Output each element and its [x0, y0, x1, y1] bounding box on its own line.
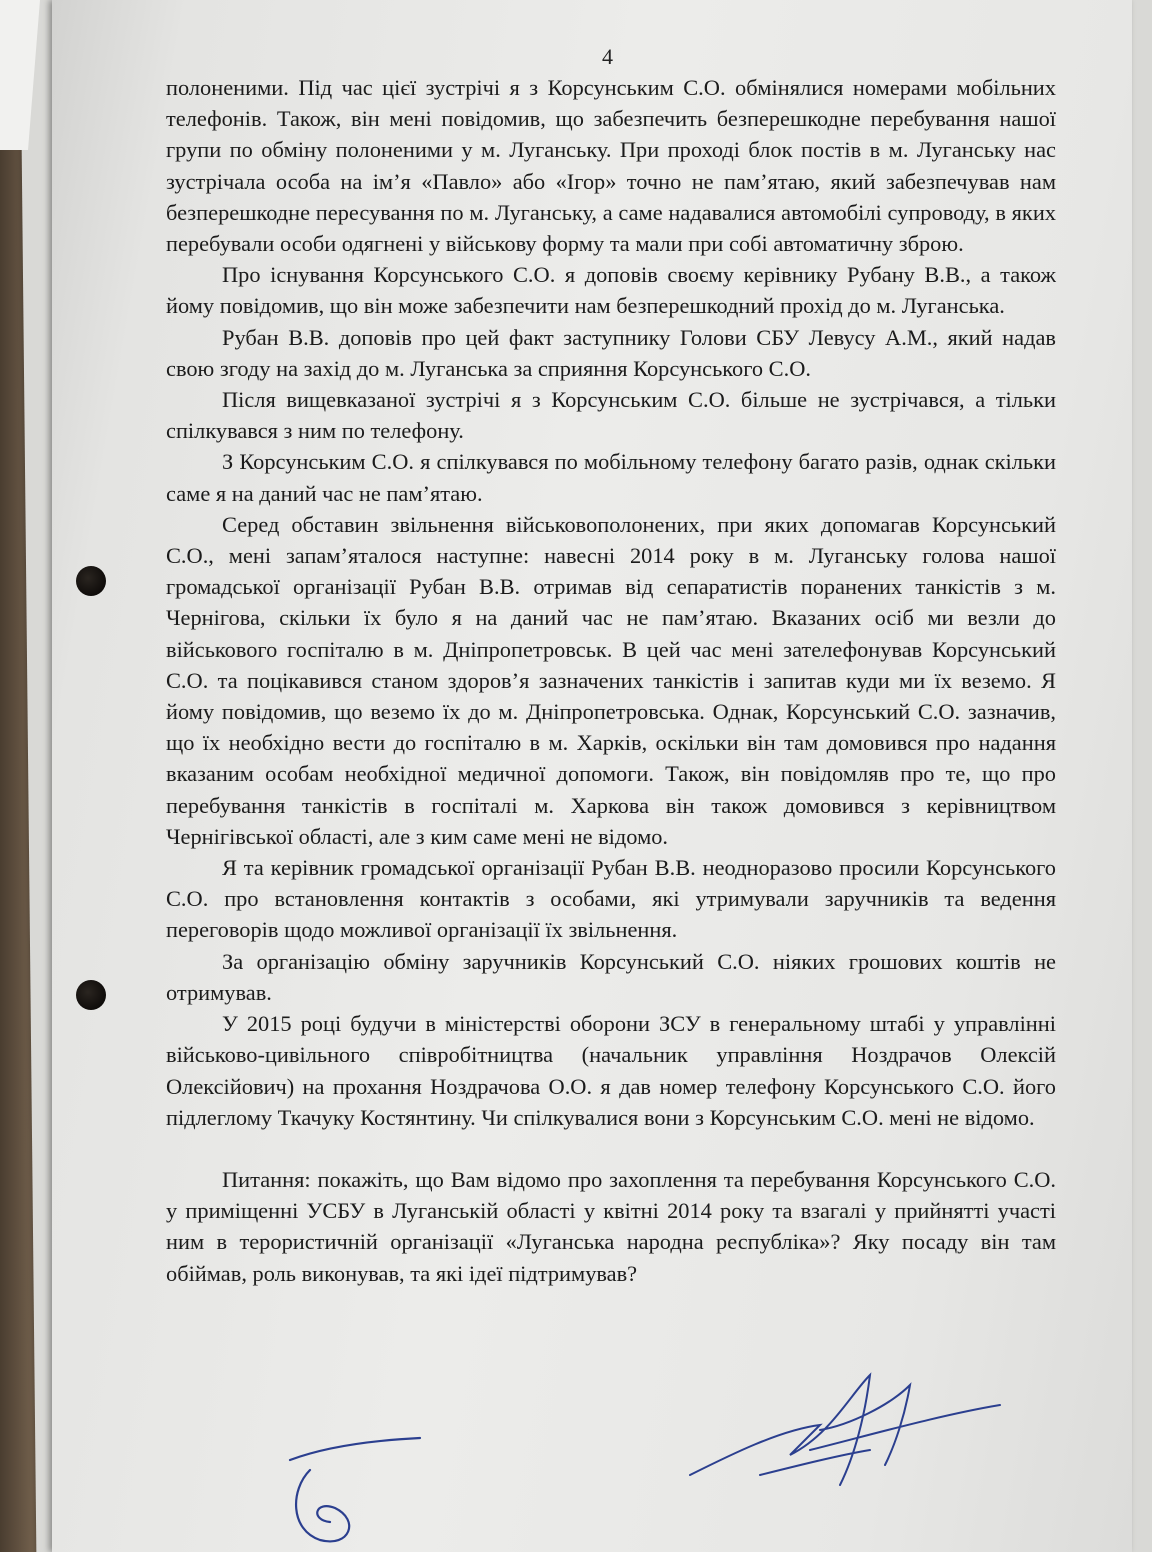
punch-hole-bottom	[76, 980, 106, 1010]
paragraph-8: За організацію обміну заручників Корсунський С.О. ніяких грошових коштів не отримував.	[166, 948, 1056, 1005]
document-body	[166, 72, 1056, 1289]
paragraph-7: Я та керівник громадської організації Рубан В.В. неодноразово просили Корсунського С.О. про встановлення контактів з особами, які утримували заручників та ведення переговорів щодо можливої організації їх звільнення.	[166, 855, 1056, 943]
paragraph-5: З Корсунським С.О. я спілкувався по мобільному телефону багато разів, однак скільки саме я на даний час не пам’ятаю.	[166, 449, 1056, 506]
question-paragraph: Питання: покажіть, що Вам відомо про захоплення та перебування Корсунського С.О. у приміщенні УСБУ в Луганській області у квітні 2014 року та взагалі у прийнятті участі ним в терористичній організації «Луганська народна республіка»? Яку посаду він там обіймав, роль виконував, та які ідеї підтримував?	[166, 1166, 1056, 1286]
paragraph-1: полоненими. Під час цієї зустрічі я з Корсунським С.О. обмінялися номерами мобільних телефонів. Також, він мені повідомив, що забезпечить безперешкодне перебування нашої групи по обміну полоненими у м. Луганську. При проході блок постів в м. Луганську нас зустрічала особа на ім’я «Павло» або «Ігор» точно не пам’ятаю, який забезпечував нам безперешкодне пересування по м. Луганську, а саме надавалися автомобілі супроводу, в яких перебували особи одягнені у військову форму та мали при собі автоматичну зброю.	[166, 75, 1056, 257]
paragraph-6: Серед обставин звільнення військовополонених, при яких допомагав Корсунський С.О., мені запам’яталося наступне: навесні 2014 року в м. Луганську голова нашої громадської організації Рубан В.В. отримав від сепаратистів поранених танкістів з м. Чернігова, скільки їх було я на даний час не пам’ятаю. Вказаних осіб ми везли до військового госпіталю в м. Дніпропетровськ. В цей час мені зателефонував Корсунський С.О. та поцікавився станом здоров’я зазначених танкістів і запитав куди ми їх веземо. Я йому повідомив, що веземо їх до м. Дніпропетровська. Однак, Корсунський С.О. зазначив, що їх необхідно вести до госпіталю в м. Харків, оскільки він там домовився про надання вказаним особам необхідної медичної допомоги. Також, він повідомляв про те, що про перебування танкістів в госпіталі м. Харкова він також домовився з керівництвом Чернігівської області, але з ким саме мені не відомо.	[166, 511, 1056, 849]
paragraph-2: Про існування Корсунського С.О. я доповів своєму керівнику Рубану В.В., а також йому повідомив, що він може забезпечити нам безперешкодний прохід до м. Луганська.	[166, 262, 1056, 319]
paragraph-4: Після вищевказаної зустрічі я з Корсунським С.О. більше не зустрічався, а тільки спілкувався з ним по телефону.	[166, 387, 1056, 444]
signature-right	[670, 1355, 1010, 1505]
signature-left	[250, 1400, 450, 1550]
paragraph-9: У 2015 році будучи в міністерстві оборони ЗСУ в генеральному штабі у управлінні військово-цивільного співробітництва (начальник управління Ноздрачов Олексій Олексійович) на прохання Ноздрачова О.О. я дав номер телефону Корсунського С.О. його підлеглому Ткачуку Костянтину. Чи спілкувалися вони з Корсунським С.О. мені не відомо.	[166, 1011, 1056, 1130]
paragraph-3: Рубан В.В. доповів про цей факт заступнику Голови СБУ Левусу А.М., який надав свою згоду на захід до м. Луганська за сприяння Корсунського С.О.	[166, 324, 1056, 381]
document-page	[52, 0, 1132, 1552]
page-number: 4	[602, 44, 613, 69]
punch-hole-top	[76, 566, 106, 596]
